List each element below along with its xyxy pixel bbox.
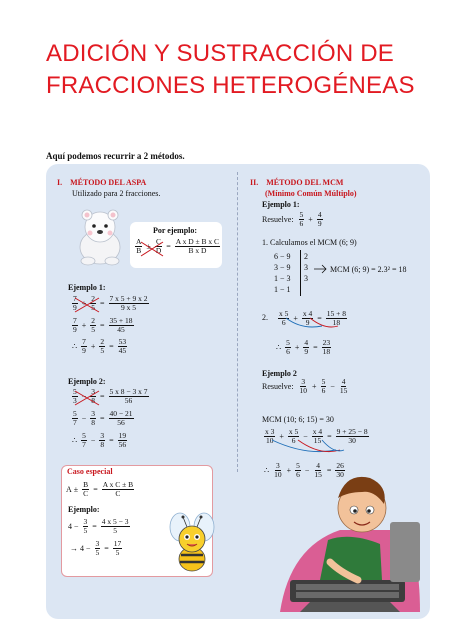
resuelve-label: Resuelve: <box>262 382 294 391</box>
mcm-right-row: 2 <box>304 252 308 261</box>
left-ex1-line3: ∴ $\frac{7}{9}$ + $\frac{2}{5}$ = $\frac{53}{45}$ <box>72 337 127 355</box>
mcm-table-left <box>274 251 291 295</box>
right-ex1-line2: ∴ $\frac{5}{6}$ + $\frac{4}{9}$ = $\frac{23}{18}$ <box>276 338 331 356</box>
left-ex2-line3: ∴ $\frac{5}{7}$ − $\frac{3}{8}$ = $\frac{19}{56}$ <box>72 431 127 449</box>
mcm-left-row: 1 − 3 <box>274 274 291 283</box>
cross-arrows-icon <box>138 238 168 260</box>
step2-text: 2. <box>262 313 268 322</box>
por-ejemplo-label: Por ejemplo: <box>153 226 198 235</box>
resuelve-label: Resuelve: <box>262 215 294 224</box>
mcm-left-row: 6 − 9 <box>274 252 291 261</box>
mcm-arrows-icon <box>266 426 356 454</box>
left-ex2-line1: $\frac{5}{3}$ − $\frac{3}{8}$ = $\frac{5 x 8 - 3 x 7}{56}$ <box>73 387 148 405</box>
step1-text: 1. Calculamos el MCM (6; 9) <box>262 238 357 247</box>
right-ex2-line2: ∴ $\frac{3}{10}$ + $\frac{5}{6}$ − $\frac{4}{15}$ = $\frac{26}{30}$ <box>264 461 344 479</box>
cross-arrows-icon <box>72 295 104 315</box>
column-divider <box>237 172 238 472</box>
mcm-left-row: 1 − 1 <box>274 285 291 294</box>
mcm-divider-line <box>300 250 301 296</box>
right-ex2-problem: Resuelve: $\frac{3}{10}$ + $\frac{5}{6}$ − $\frac{4}{15}$ <box>262 377 348 395</box>
right-ejemplo1-label: Ejemplo 1: <box>262 200 300 209</box>
right-heading-number: II. <box>250 178 259 187</box>
special-case-label: Caso especial <box>67 467 113 476</box>
right-heading-text: MÉTODO DEL MCM <box>266 178 344 187</box>
right-heading <box>250 178 343 188</box>
right-ex1-problem: Resuelve: $\frac{5}{6}$ + $\frac{4}{9}$ <box>262 210 322 228</box>
mcm-result: MCM (6; 9) = 2.3² = 18 <box>330 265 407 274</box>
boy-at-computer-icon <box>270 452 430 617</box>
arrow-right-icon <box>313 263 329 275</box>
left-ex1-line2: $\frac{7}{9}$ + $\frac{2}{5}$ = $\frac{35 + 18}{45}$ <box>73 316 133 334</box>
polar-bear-icon <box>70 205 130 267</box>
aspa-formula: $\frac{A}{B}$ ± $\frac{C}{D}$ = $\frac{\text{A x D ± B x C}}{\text{B x D}}$ <box>136 237 220 255</box>
bee-icon <box>160 505 222 575</box>
right-heading-sub: (Mínimo Común Múltiplo) <box>265 189 357 198</box>
special-ex-line1: 4 − $\frac{3}{5}$ = $\frac{4 x 5 - 3}{5}$ <box>68 517 129 535</box>
left-ejemplo1-label: Ejemplo 1: <box>68 283 106 292</box>
page-title: ADICIÓN Y SUSTRACCIÓN DE FRACCIONES HETEROGÉNEAS <box>46 40 415 99</box>
left-heading <box>57 178 146 188</box>
mcm-left-row: 3 − 9 <box>274 263 291 272</box>
left-subtitle: Utilizado para 2 fracciones. <box>72 189 161 198</box>
left-ex1-line1: $\frac{7}{9}$ + $\frac{2}{5}$ = $\frac{7 x 5 + 9 x 2}{9 x 5}$ <box>73 294 148 312</box>
special-formula: A ± $\frac{B}{C}$ = $\frac{\text{A x C ± B}}{C}$ <box>66 480 134 498</box>
mcm-right-row: 3 <box>304 274 308 283</box>
right-ex2-line1: $\frac{x 3}{10}$ + $\frac{x 5}{6}$ − $\frac{x 4}{15}$ = $\frac{9 + 25 - 8}{30}$ <box>265 427 368 445</box>
left-heading-text: MÉTODO DEL ASPA <box>70 178 147 187</box>
left-ejemplo2-label: Ejemplo 2: <box>68 377 106 386</box>
intro-text: Aquí podemos recurrir a 2 métodos. <box>46 151 185 161</box>
left-heading-number: I. <box>57 178 63 187</box>
right-ejemplo2-label: Ejemplo 2 <box>262 369 297 378</box>
special-ex-line2: → 4 − $\frac{3}{5}$ = $\frac{17}{5}$ <box>70 539 122 557</box>
right-ex1-line1: $\frac{x 5}{6}$ + $\frac{x 4}{9}$ = $\frac{15 + 8}{18}$ <box>279 309 347 327</box>
left-ex2-line2: $\frac{5}{7}$ − $\frac{3}{8}$ = $\frac{40 - 21}{56}$ <box>73 409 133 427</box>
mcm-table-right <box>304 251 308 284</box>
mcm-arrows-icon <box>280 306 360 330</box>
mcm2-text: MCM (10; 6; 15) = 30 <box>262 415 334 424</box>
mcm-right-row: 3 <box>304 263 308 272</box>
cross-arrows-icon <box>72 388 104 408</box>
special-ejemplo-label: Ejemplo: <box>68 505 100 514</box>
